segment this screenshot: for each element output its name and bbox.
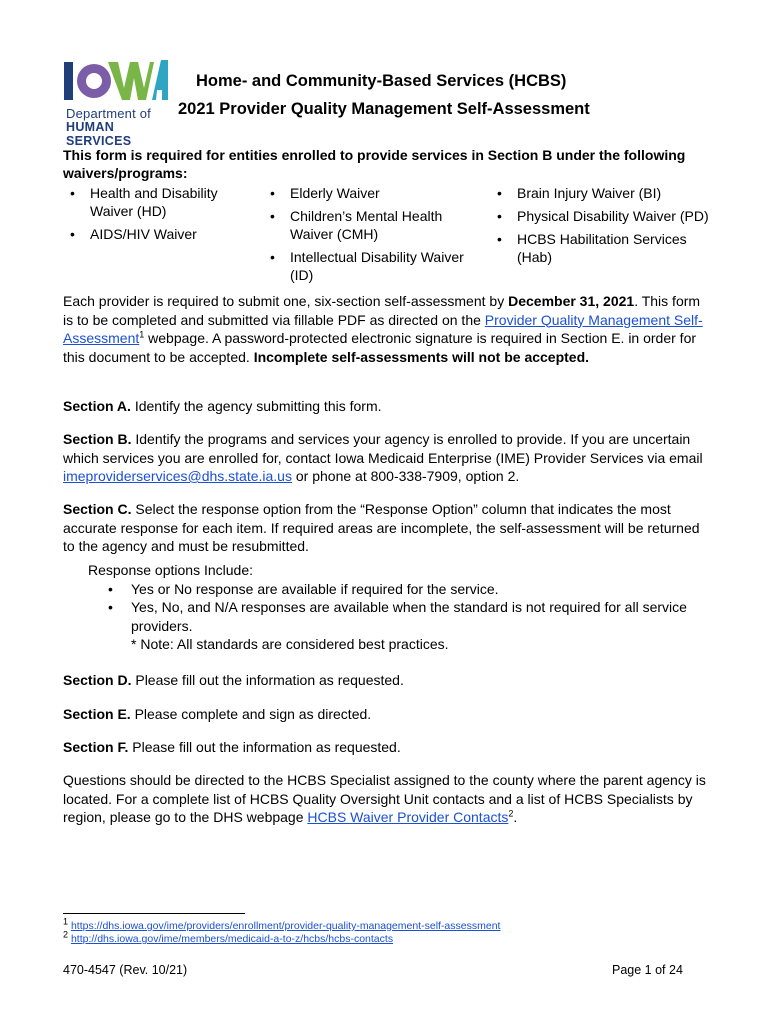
section-b-instructions: Section B. Identify the programs and services your agency is enrolled to provide. If you are uncertain which services you are enrolled for, contact Iowa Medicaid Enterprise (IME) Provider Services via email imeproviderservices@dhs.state.ia.us or phone at 800-338-7909, option 2. [63,431,703,484]
page-number: Page 1 of 24 [612,963,683,977]
footnote-ref-1: 1 [139,329,145,340]
provider-qm-self-assessment-link[interactable]: Provider Quality Management Self-Assessment [63,311,703,346]
list-item: • Children’s Mental Health Waiver (CMH) [270,208,443,242]
section-a-instructions: Section A. Identify the agency submitting this form. [63,398,382,414]
logo-department-text: Department of [66,106,151,121]
list-item: • Physical Disability Waiver (PD) [497,208,709,224]
list-item: • AIDS/HIV Waiver [70,226,197,242]
submission-paragraph: Each provider is required to submit one, six-section self-assessment by December 31, 2021. This form is to be completed and submitted via fillable PDF as directed on the Provider Quality Management Self-Assessment$^1$ webpage. A password-protected electronic signature is required in Section E. in order for this document to be accepted. Incomplete self-assessments will not be accepted. [63,293,703,365]
footnote-2-link[interactable]: http://dhs.iowa.gov/ime/members/medicaid-a-to-z/hcbs/hcbs-contacts [70,933,394,945]
waiver-column-1 [66,184,246,248]
footnote-ref-2: 2 [508,808,514,819]
section-f-instructions: Section F. Please fill out the information as requested. [63,739,401,755]
list-item: • Health and Disability Waiver (HD) [70,185,218,219]
list-item: • HCBS Habilitation Services (Hab) [497,231,687,265]
section-c-instructions: Section C. Select the response option from the “Response Option” column that indicates the most accurate response for each item. If required areas are incomplete, the self-assessment will be returned to the agency and must be resubmitted. [63,501,700,554]
ime-provider-services-email-link[interactable]: imeproviderservices@dhs.state.ia.us [63,468,292,484]
footnote-1-link[interactable]: https://dhs.iowa.gov/ime/providers/enrollment/provider-quality-management-self-assessment [70,920,501,932]
list-item: • Yes, No, and N/A responses are available when the standard is not required for all service providers. [108,599,687,634]
hcbs-waiver-provider-contacts-link[interactable]: HCBS Waiver Provider Contacts [307,809,509,825]
footnote-divider [63,913,245,914]
section-d-instructions: Section D. Please fill out the information as requested. [63,672,404,688]
deadline-date: December 31, 2021 [508,293,635,309]
footnote-2: $^2$ http://dhs.iowa.gov/ime/members/medicaid-a-to-z/hcbs/hcbs-contacts [63,929,394,945]
document-title-line1: Home- and Community-Based Services (HCBS) [196,72,567,90]
waiver-column-3 [493,184,713,271]
section-e-instructions: Section E. Please complete and sign as directed. [63,706,372,722]
list-item: • Yes or No response are available if required for the service. [108,580,499,597]
questions-paragraph: Questions should be directed to the HCBS Specialist assigned to the county where the parent agency is located. For a complete list of HCBS Quality Oversight Unit contacts and a list of HCBS Specialists by region, please go to the DHS webpage HCBS Waiver Provider Contacts$^2$. [63,772,706,825]
logo-human-services-text: HUMAN SERVICES [66,120,132,148]
response-options [88,561,708,654]
list-item: • Intellectual Disability Waiver (ID) [270,249,464,283]
document-title-line2: 2021 Provider Quality Management Self-Assessment [178,100,590,118]
footnote-1: $^1$ https://dhs.iowa.gov/ime/providers/enrollment/provider-quality-management-self-assessment [63,916,501,932]
waiver-column-2 [266,184,486,289]
response-options-heading: Response options Include: [88,562,253,578]
incomplete-warning: Incomplete self-assessments will not be accepted. [253,348,590,365]
list-item: • Brain Injury Waiver (BI) [497,185,662,201]
iowa-logo-mark [64,56,168,100]
intro-text: This form is required for entities enrolled to provide services in Section B under the following waivers/programs: [63,147,686,181]
list-item: • Elderly Waiver [270,185,380,201]
best-practices-note: * Note: All standards are considered best practices. [131,636,449,652]
iowa-dhs-logo [64,56,172,148]
form-number: 470-4547 (Rev. 10/21) [63,963,188,977]
